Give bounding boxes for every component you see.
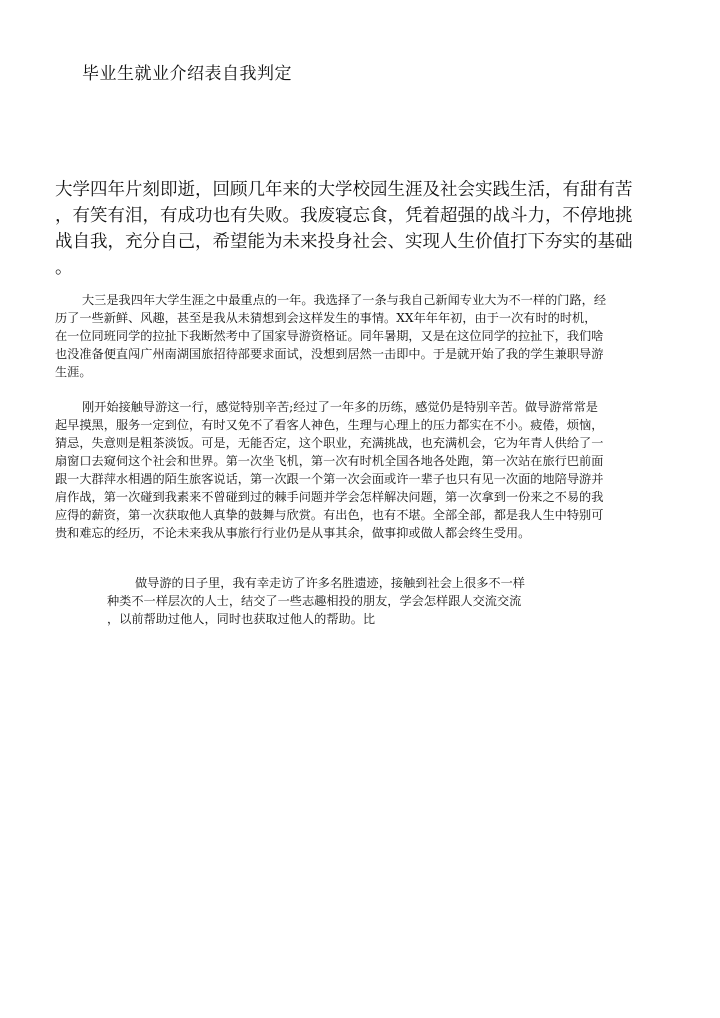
paragraph-line: 历了一些新鲜、风趣，甚至是我从未猜想到会这样发生的事情。XX年年年初，由于一次有时的时机， <box>55 311 597 325</box>
paragraph-line: 种类不一样层次的人士，结交了一些志趣相投的朋友，学会怎样跟人交流交流 <box>107 594 522 608</box>
paragraph-line: 扇窗口去窥伺这个社会和世界。第一次坐飞机，第一次有时机全国各地各处跑，第一次站在旅行巴前面 <box>55 454 604 468</box>
document-title: 毕业生就业介绍表自我判定 <box>82 64 292 84</box>
paragraph-line: 猜忌，失意则是粗茶淡饭。可是，无能否定，这个职业，充满挑战，也充满机会，它为年青人供给了一 <box>55 436 604 450</box>
paragraph-line: 起早摸黑，服务一定到位，有时又免不了看客人神色，生理与心理上的压力都实在不小。疲倦，烦恼， <box>55 418 604 432</box>
paragraph-line: 贵和难忘的经历，不论未来我从事旅行行业仍是从事其余，做事抑或做人都会终生受用。 <box>55 526 531 540</box>
paragraph-line: 生涯。 <box>55 365 92 379</box>
paragraph-line: 也没准备便直闯广州南湖国旅招待部要求面试，没想到居然一击即中。于是就开始了我的学生兼职导游 <box>55 347 604 361</box>
paragraph-line: 做导游的日子里，我有幸走访了许多名胜遗迹，接触到社会上很多不一样 <box>135 576 525 590</box>
paragraph-line: 跟一大群萍水相遇的陌生旅客说话，第一次跟一个第一次会面或许一辈子也只有见一次面的地陪导游并 <box>55 472 604 486</box>
intro-line: 战自我，充分自己，希望能为未来投身社会、实现人生价值打下夯实的基础 <box>55 232 633 252</box>
paragraph-line: 在一位同班同学的拉扯下我断然考中了国家导游资格证。同年暑期，又是在这位同学的拉扯下，我们啥 <box>55 329 604 343</box>
intro-line: 。 <box>55 258 73 278</box>
paragraph-line: 刚开始接触导游这一行，感觉特别辛苦;经过了一年多的历练，感觉仍是特别辛苦。做导游常常是 <box>82 400 598 414</box>
intro-line: ，有笑有泪，有成功也有失败。我废寝忘食，凭着超强的战斗力，不停地挑 <box>55 206 633 226</box>
intro-line: 大学四年片刻即逝，回顾几年来的大学校园生涯及社会实践生活，有甜有苦 <box>55 180 633 200</box>
paragraph-line: 应得的薪资，第一次获取他人真挚的鼓舞与欣赏。有出色，也有不堪。全部全部，都是我人生中特别可 <box>55 508 604 522</box>
paragraph-line: 大三是我四年大学生涯之中最重点的一年。我选择了一条与我自己新闻专业大为不一样的门路，经 <box>82 293 607 307</box>
paragraph-line: 肩作战，第一次碰到我素来不曾碰到过的棘手问题并学会怎样解决问题，第一次拿到一份来之不易的我 <box>55 490 604 504</box>
paragraph-line: ，以前帮助过他人，同时也获取过他人的帮助。比 <box>107 612 376 626</box>
